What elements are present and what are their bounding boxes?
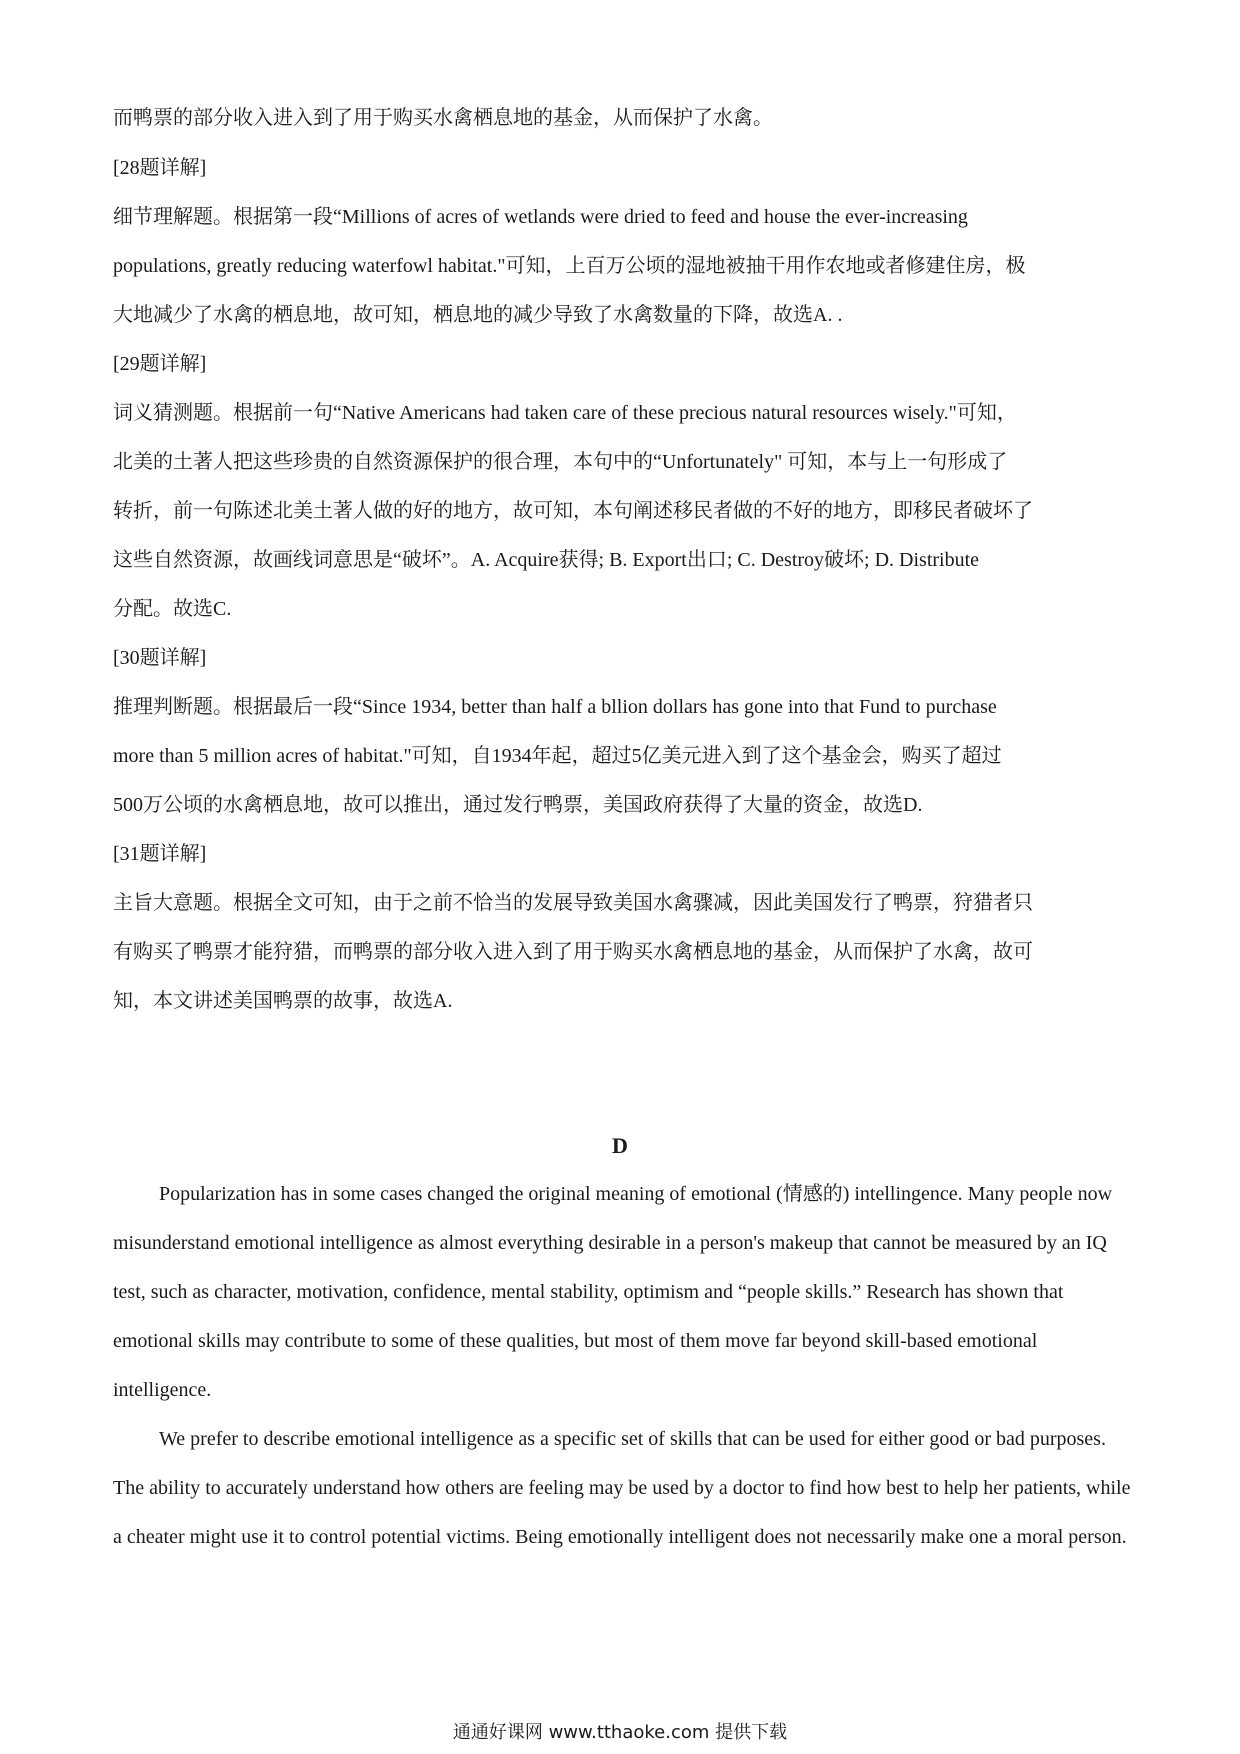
q30-line-3: 500万公顷的水禽栖息地，故可以推出，通过发行鸭票，美国政府获得了大量的资金，故选D. bbox=[113, 794, 923, 816]
q30-line-2: more than 5 million acres of habitat."可知，自1934年起，超过5亿美元进入到了这个基金会，购买了超过 bbox=[113, 745, 1002, 767]
q31-line-2: 有购买了鸭票才能狩猎，而鸭票的部分收入进入到了用于购买水禽栖息地的基金，从而保护了水禽，故可 bbox=[113, 941, 1033, 963]
passage-heading: D bbox=[612, 1133, 628, 1158]
q29-line-2: 北美的土著人把这些珍贵的自然资源保护的很合理，本句中的“Unfortunately" 可知，本与上一句形成了 bbox=[113, 451, 1008, 473]
q28-line-2: populations, greatly reducing waterfowl habitat."可知，上百万公顷的湿地被抽干用作农地或者修建住房，极 bbox=[113, 255, 1026, 277]
q29-line-1: 词义猜测题。根据前一句“Native Americans had taken care of these precious natural resources wisely."可知， bbox=[113, 402, 1017, 424]
intro-line: 而鸭票的部分收入进入到了用于购买水禽栖息地的基金，从而保护了水禽。 bbox=[113, 107, 773, 129]
q28-line-3: 大地减少了水禽的栖息地，故可知，栖息地的减少导致了水禽数量的下降，故选A. . bbox=[113, 304, 843, 326]
q29-line-3: 转折，前一句陈述北美土著人做的好的地方，故可知，本句阐述移民者做的不好的地方，即移民者破坏了 bbox=[113, 500, 1033, 522]
q31-header: [31题详解] bbox=[113, 843, 207, 865]
q30-line-1: 推理判断题。根据最后一段“Since 1934, better than half a bllion dollars has gone into that Fund to purchase bbox=[113, 696, 997, 718]
q28-header: [28题详解] bbox=[113, 157, 207, 179]
q29-line-4: 这些自然资源，故画线词意思是“破坏”。A. Acquire获得; B. Export出口; C. Destroy破坏; D. Distribute bbox=[113, 549, 980, 571]
q31-line-3: 知，本文讲述美国鸭票的故事，故选A. bbox=[113, 990, 453, 1012]
q29-header: [29题详解] bbox=[113, 353, 207, 375]
q28-line-1: 细节理解题。根据第一段“Millions of acres of wetlands were dried to feed and house the ever-increasing bbox=[113, 206, 968, 228]
passage-paragraph-2: We prefer to describe emotional intelligence as a specific set of skills that can be used for either good or bad purposes. The ability to accurately understand how others are feeling may be used by a doctor to find how best to help her patients, while a cheater might use it to control potential victims. Being emotionally intelligent does not necessarily make one a moral person. bbox=[113, 1428, 1131, 1548]
passage-paragraph-1: Popularization has in some cases changed the original meaning of emotional (情感的) intellingence. Many people now misunderstand emotional intelligence as almost everything desirable in a person's makeup that cannot be measured by an IQ test, such as character, motivation, confidence, mental stability, optimism and “people skills.” Research has shown that emotional skills may contribute to some of these qualities, but most of them move far beyond skill-based emotional intelligence. bbox=[113, 1183, 1113, 1401]
q31-line-1: 主旨大意题。根据全文可知，由于之前不恰当的发展导致美国水禽骤减，因此美国发行了鸭票，狩猎者只 bbox=[113, 892, 1033, 914]
q30-header: [30题详解] bbox=[113, 647, 207, 669]
page-footer: 通通好课网 www.tthaoke.com 提供下载 bbox=[452, 1722, 788, 1743]
q29-line-5: 分配。故选C. bbox=[113, 598, 232, 620]
